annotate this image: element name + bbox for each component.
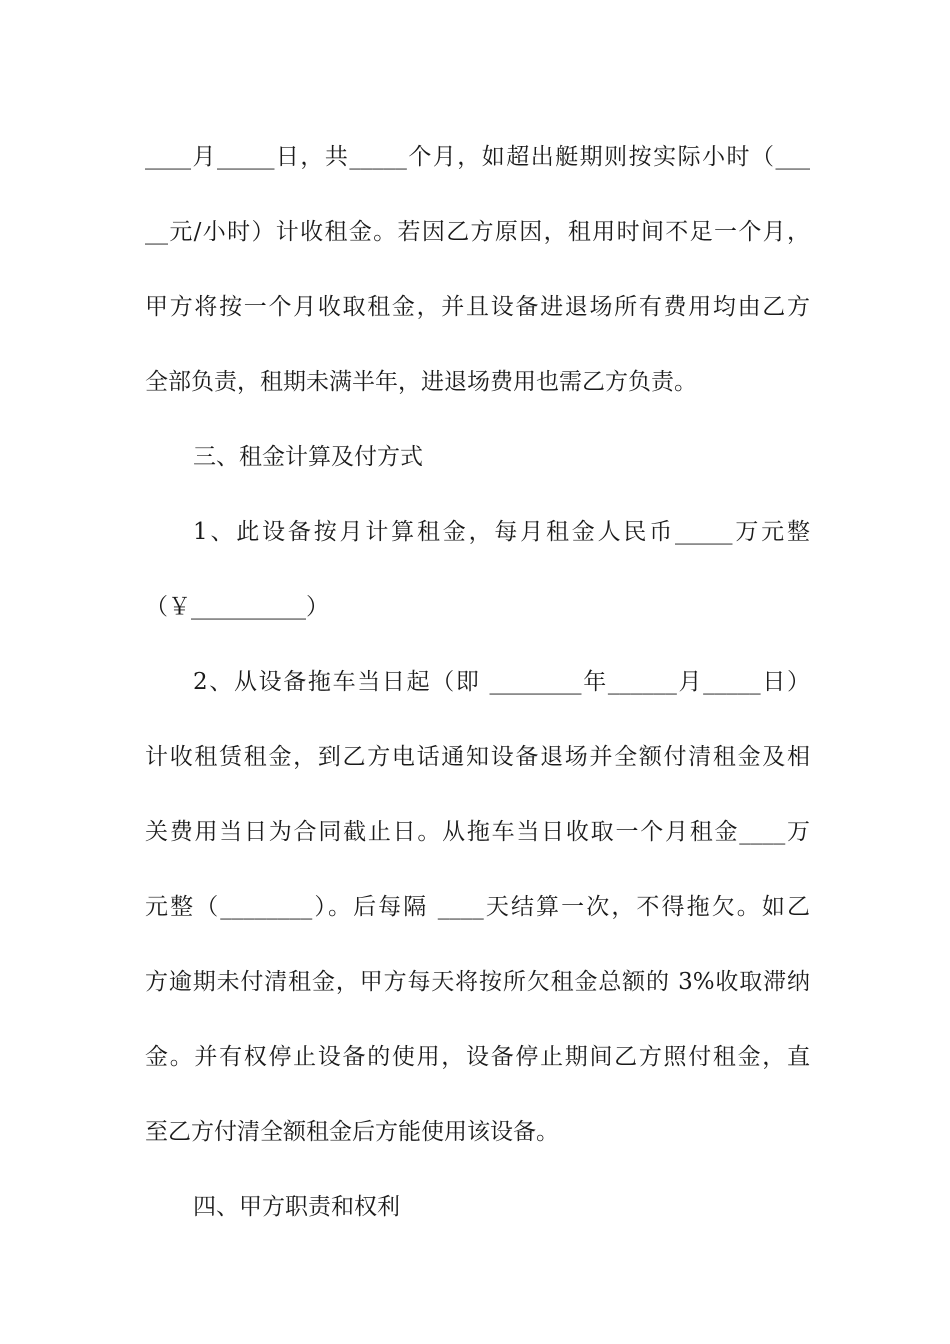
paragraph-line: 至乙方付清全额租金后方能使用该设备。 — [145, 1119, 559, 1145]
paragraph-line: 全部负责，租期未满半年，进退场费用也需乙方负责。 — [145, 369, 697, 395]
paragraph-line: 金。并有权停止设备的使用，设备停止期间乙方照付租金，直 — [145, 1044, 810, 1070]
paragraph-line: __元/小时）计收租金。若因乙方原因，租用时间不足一个月， — [145, 219, 810, 245]
paragraph-line: 方逾期未付清租金，甲方每天将按所欠租金总额的 3%收取滞纳 — [145, 969, 810, 995]
section-heading: 四、甲方职责和权利 — [193, 1194, 400, 1220]
paragraph-line: （￥__________） — [145, 594, 329, 620]
paragraph-line: 1、此设备按月计算租金，每月租金人民币_____万元整 — [193, 519, 810, 545]
section-heading: 三、租金计算及付方式 — [193, 444, 423, 470]
paragraph-line: 甲方将按一个月收取租金，并且设备进退场所有费用均由乙方 — [145, 294, 810, 320]
paragraph-line: 计收租赁租金，到乙方电话通知设备退场并全额付清租金及相 — [145, 744, 810, 770]
paragraph-line: ____月_____日，共_____个月，如超出艇期则按实际小时（___ — [145, 144, 810, 170]
paragraph-line: 2、从设备拖车当日起（即 ________年______月_____日） — [193, 669, 810, 695]
paragraph-line: 关费用当日为合同截止日。从拖车当日收取一个月租金____万 — [145, 819, 810, 845]
paragraph-line: 元整（________）。后每隔 ____天结算一次，不得拖欠。如乙 — [145, 894, 810, 920]
